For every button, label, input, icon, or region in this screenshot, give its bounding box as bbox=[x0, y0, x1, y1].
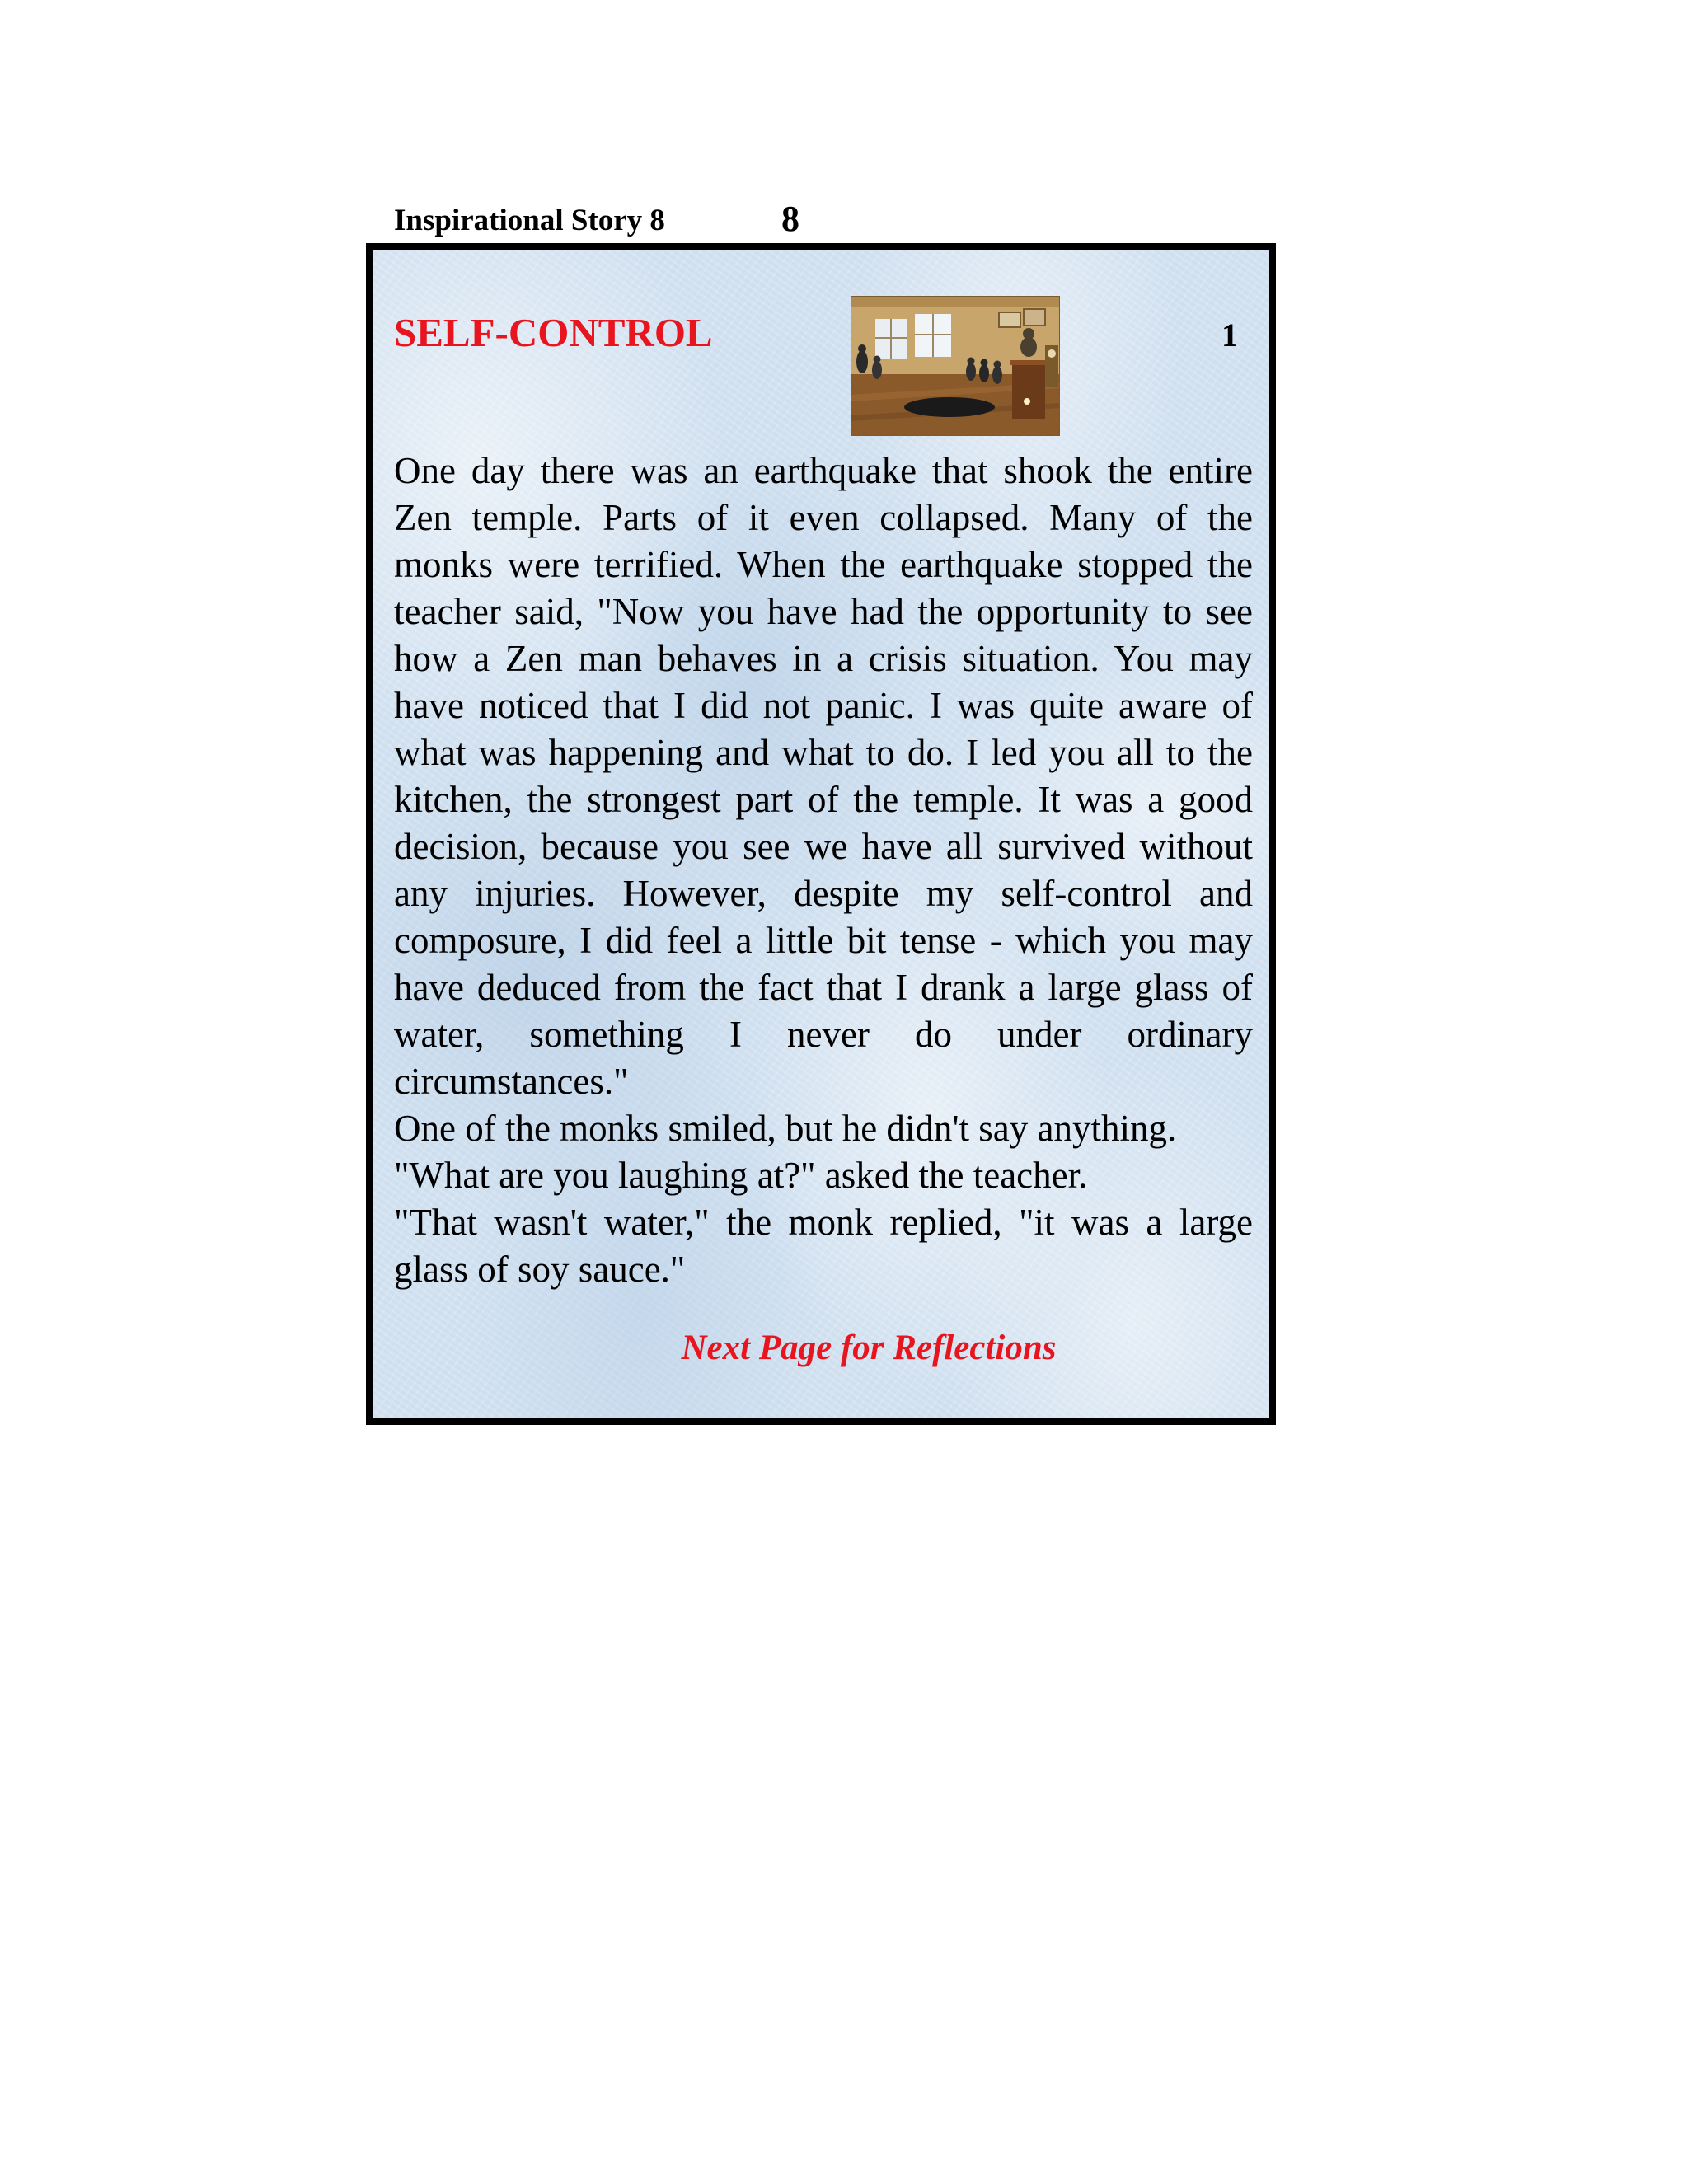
story-paragraph: One of the monks smiled, but he didn't say anything. bbox=[394, 1108, 1177, 1149]
story-card bbox=[366, 243, 1276, 1425]
story-paragraph: One day there was an earthquake that shook the entire Zen temple. Parts of it even collapsed. Many of the monks were terrified. When the earthquake stopped the teacher said, "Now you have had the opportunity to see how a Zen man behaves in a crisis situation. You may have noticed that I did not panic. I was quite aware of what was happening and what to do. I led you all to the kitchen, the strongest part of the temple. It was a good decision, because you see we have all survived without any injuries. However, despite my self-control and composure, I did feel a little bit tense - which you may have deduced from the fact that I drank a large glass of water, something I never do under ordinary circumstances." bbox=[394, 450, 1253, 1102]
story-title: SELF-CONTROL bbox=[394, 310, 713, 355]
story-paragraph: "That wasn't water," the monk replied, "it was a large glass of soy sauce." bbox=[394, 1202, 1253, 1290]
meditation-room-photo bbox=[851, 296, 1060, 436]
story-body bbox=[394, 448, 1253, 1293]
page-header bbox=[394, 198, 889, 247]
header-title: Inspirational Story 8 bbox=[394, 204, 665, 237]
header-number: 8 bbox=[781, 199, 799, 239]
story-page-number: 1 bbox=[1221, 316, 1238, 354]
next-page-link[interactable]: Next Page for Reflections bbox=[681, 1329, 1057, 1367]
story-paragraph: "What are you laughing at?" asked the teacher. bbox=[394, 1155, 1088, 1196]
